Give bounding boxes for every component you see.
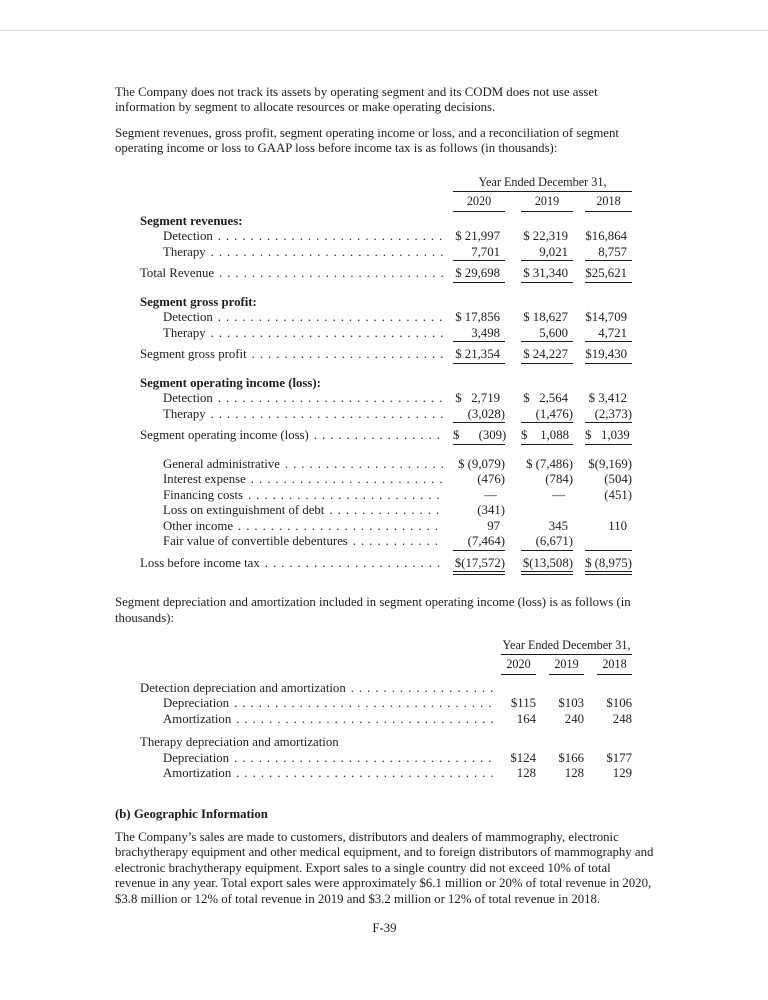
table-row: [140, 457, 632, 473]
table-row: [140, 681, 632, 697]
row-label: Depreciation: [163, 696, 230, 711]
amount-2019: 240: [564, 711, 584, 726]
amount-2018: 8,757: [585, 245, 632, 262]
amount-2020: $ 17,856: [455, 310, 500, 325]
amount-2020: 128: [516, 766, 536, 781]
amount-2018: $19,430: [585, 347, 632, 364]
table-row: [140, 534, 632, 551]
amount-2019: [521, 295, 573, 311]
amount-2020: 97: [487, 518, 500, 533]
amount-2018: [585, 534, 632, 551]
amount-2020: (341): [477, 503, 505, 518]
table-row: [140, 472, 632, 488]
table-row-total: [140, 556, 632, 576]
row-label: Detection: [163, 391, 213, 406]
amount-2020: [453, 376, 505, 392]
row-label: Depreciation: [163, 750, 230, 765]
dot-leader: [234, 696, 495, 712]
dot-leader: [236, 712, 495, 728]
amount-2020: [453, 295, 505, 311]
amount-2018: (2,373): [585, 407, 632, 424]
row-label: Financing costs: [163, 487, 243, 502]
page-number: F-39: [372, 920, 397, 935]
dot-leader: [211, 326, 443, 343]
dot-leader: [218, 229, 443, 245]
amount-2019: $ 31,340: [521, 266, 573, 283]
table-row: [140, 503, 632, 519]
amount-2020: $ 21,997: [455, 229, 500, 244]
amount-2020: $124: [510, 750, 536, 765]
amount-2019: $ 22,319: [523, 229, 568, 244]
amount-2018: $106: [606, 696, 632, 711]
amount-2020: $ 29,698: [453, 266, 505, 283]
row-label: Segment revenues:: [140, 213, 243, 228]
table-row: [140, 295, 632, 311]
dot-leader: [234, 751, 495, 767]
amount-2019: [521, 376, 573, 392]
table-row: [140, 229, 632, 245]
dot-leader: [314, 428, 443, 445]
row-label: Loss on extinguishment of debt: [163, 503, 325, 518]
dot-leader: [236, 766, 495, 782]
row-label: Detection: [163, 310, 213, 325]
dot-leader: [329, 503, 443, 519]
dot-leader: [353, 534, 443, 551]
row-label: Detection: [163, 229, 213, 244]
amount-2018: [585, 503, 632, 519]
row-label: General administrative: [163, 456, 280, 471]
amount-2020: (7,464): [453, 534, 505, 551]
row-label: Therapy: [163, 406, 206, 421]
amount-2019: $166: [558, 750, 584, 765]
amount-2019: $ 24,227: [521, 347, 573, 364]
amount-2018: [585, 214, 632, 230]
table-row: [140, 391, 632, 407]
amount-2020: $ (9,079): [458, 456, 505, 471]
amount-2019: 128: [564, 766, 584, 781]
dot-leader: [219, 266, 443, 283]
dot-leader: [285, 457, 443, 473]
year-column-header: 2019: [521, 194, 573, 212]
amount-2018: $ 1,039: [585, 428, 632, 445]
amount-2019: 9,021: [521, 245, 573, 262]
amount-2020: [453, 214, 505, 230]
amount-2018: 110: [608, 518, 627, 533]
depreciation-table: [140, 638, 632, 782]
row-label: Loss before income tax: [140, 555, 260, 570]
amount-2018: $177: [606, 750, 632, 765]
row-label: Therapy: [163, 325, 206, 340]
row-label: Total Revenue: [140, 266, 215, 281]
table-row: [140, 712, 632, 728]
row-label: Detection depreciation and amortization: [140, 680, 346, 695]
section-heading-geographic: (b) Geographic Information: [115, 806, 268, 821]
year-column-header: 2020: [453, 194, 505, 212]
paragraph-depreciation-note: Segment depreciation and amortization included in segment operating income (loss) is as follows (in thousands):: [115, 595, 631, 625]
table-row-total: [140, 428, 632, 445]
amount-2019: [549, 735, 584, 751]
dot-leader: [211, 245, 443, 262]
row-label: Amortization: [163, 711, 232, 726]
amount-2020: (476): [477, 472, 505, 487]
dot-leader: [265, 556, 443, 576]
amount-2020: $115: [510, 696, 536, 711]
table-row: [140, 376, 632, 392]
row-label: Other income: [163, 518, 234, 533]
amount-2020: 7,701: [453, 245, 505, 262]
row-label: Amortization: [163, 766, 232, 781]
year-column-header: 2019: [549, 657, 584, 675]
dot-leader: [218, 391, 443, 407]
table-row: [140, 326, 632, 343]
row-label: Segment operating income (loss):: [140, 375, 321, 390]
amount-2020: $ (309): [453, 428, 505, 445]
amount-2019: —: [552, 487, 565, 502]
paragraph-segment-intro: Segment revenues, gross profit, segment operating income or loss, and a reconciliation of segment operating income or loss to GAAP loss before income tax is as follows (in thousands):: [115, 125, 619, 156]
amount-2020: [501, 735, 536, 751]
row-label: Therapy depreciation and amortization: [140, 735, 339, 750]
row-label: Interest expense: [163, 472, 246, 487]
amount-2018: 129: [612, 766, 632, 781]
table-row: [140, 407, 632, 424]
amount-2018: $(9,169): [588, 456, 632, 471]
table-row: [140, 488, 632, 504]
amount-2018: $ 3,412: [588, 391, 627, 406]
amount-2019: [521, 214, 573, 230]
amount-2018: [585, 376, 632, 392]
amount-2019: (1,476): [521, 407, 573, 424]
period-header: Year Ended December 31,: [501, 638, 632, 656]
table-row-total: [140, 266, 632, 283]
dot-leader: [351, 681, 495, 697]
table-header: [140, 638, 632, 675]
amount-2019: $ 2,564: [523, 391, 568, 406]
amount-2018: $16,864: [585, 229, 627, 244]
row-label: Segment gross profit: [140, 347, 247, 362]
amount-2020: $(17,572): [453, 556, 505, 576]
year-column-header: 2018: [597, 657, 632, 675]
amount-2018: [585, 295, 632, 311]
period-header: Year Ended December 31,: [453, 175, 632, 193]
amount-2019: 345: [548, 518, 568, 533]
amount-2020: [501, 681, 536, 697]
row-label: Therapy: [163, 244, 206, 259]
amount-2019: $ (7,486): [526, 456, 573, 471]
table-header: [140, 175, 632, 212]
paragraph-geographic: The Company’s sales are made to customers, distributors and dealers of mammography, electronic brachytherapy equipment and other medical equipment, and to foreign distributors of mammography and electronic brachytherapy equipment. Export sales to a single country did not exceed 10% of total revenue in any year. Total export sales were approximately $6.1 million or 20% of total revenue in 2020, $3.8 million or 12% of total revenue in 2019 and $3.2 million or 12% of total revenue in 2018.: [115, 829, 654, 906]
amount-2019: (6,671): [521, 534, 573, 551]
amount-2020: —: [484, 487, 497, 502]
amount-2018: [597, 735, 632, 751]
dot-leader: [251, 472, 443, 488]
table-row-total: [140, 347, 632, 364]
paragraph-asset-tracking: The Company does not track its assets by operating segment and its CODM does not use asset information by segment to allocate resources or make operating decisions.: [115, 85, 598, 115]
table-row: [140, 310, 632, 326]
segment-results-table: [140, 175, 632, 576]
year-column-header: 2018: [585, 194, 632, 212]
row-label: Segment operating income (loss): [140, 428, 309, 443]
amount-2019: $ 18,627: [523, 310, 568, 325]
year-column-header: 2020: [501, 657, 536, 675]
table-row: [140, 735, 632, 751]
amount-2020: $ 2,719: [455, 391, 500, 406]
amount-2020: 3,498: [453, 326, 505, 343]
amount-2019: $(13,508): [521, 556, 573, 576]
table-row: [140, 214, 632, 230]
dot-leader: [252, 347, 443, 364]
amount-2018: $14,709: [585, 310, 627, 325]
table-row: [140, 696, 632, 712]
amount-2018: 4,721: [585, 326, 632, 343]
amount-2018: [597, 681, 632, 697]
amount-2020: $ 21,354: [453, 347, 505, 364]
amount-2020: (3,028): [453, 407, 505, 424]
amount-2019: 5,600: [521, 326, 573, 343]
table-row: [140, 519, 632, 535]
table-row: [140, 766, 632, 782]
amount-2019: $ 1,088: [521, 428, 573, 445]
amount-2019: (784): [545, 472, 573, 487]
dot-leader: [211, 407, 443, 424]
amount-2018: 248: [612, 711, 632, 726]
amount-2018: $ (8,975): [585, 556, 632, 576]
amount-2020: 164: [516, 711, 536, 726]
amount-2018: (504): [604, 472, 632, 487]
amount-2019: [549, 681, 584, 697]
amount-2019: [521, 503, 573, 519]
table-row: [140, 751, 632, 767]
row-label: Segment gross profit:: [140, 294, 257, 309]
dot-leader: [218, 310, 443, 326]
dot-leader: [248, 488, 443, 504]
table-row: [140, 245, 632, 262]
dot-leader: [238, 519, 443, 535]
amount-2018: $25,621: [585, 266, 632, 283]
row-label: Fair value of convertible debentures: [163, 534, 348, 549]
amount-2019: $103: [558, 696, 584, 711]
amount-2018: (451): [604, 487, 632, 502]
